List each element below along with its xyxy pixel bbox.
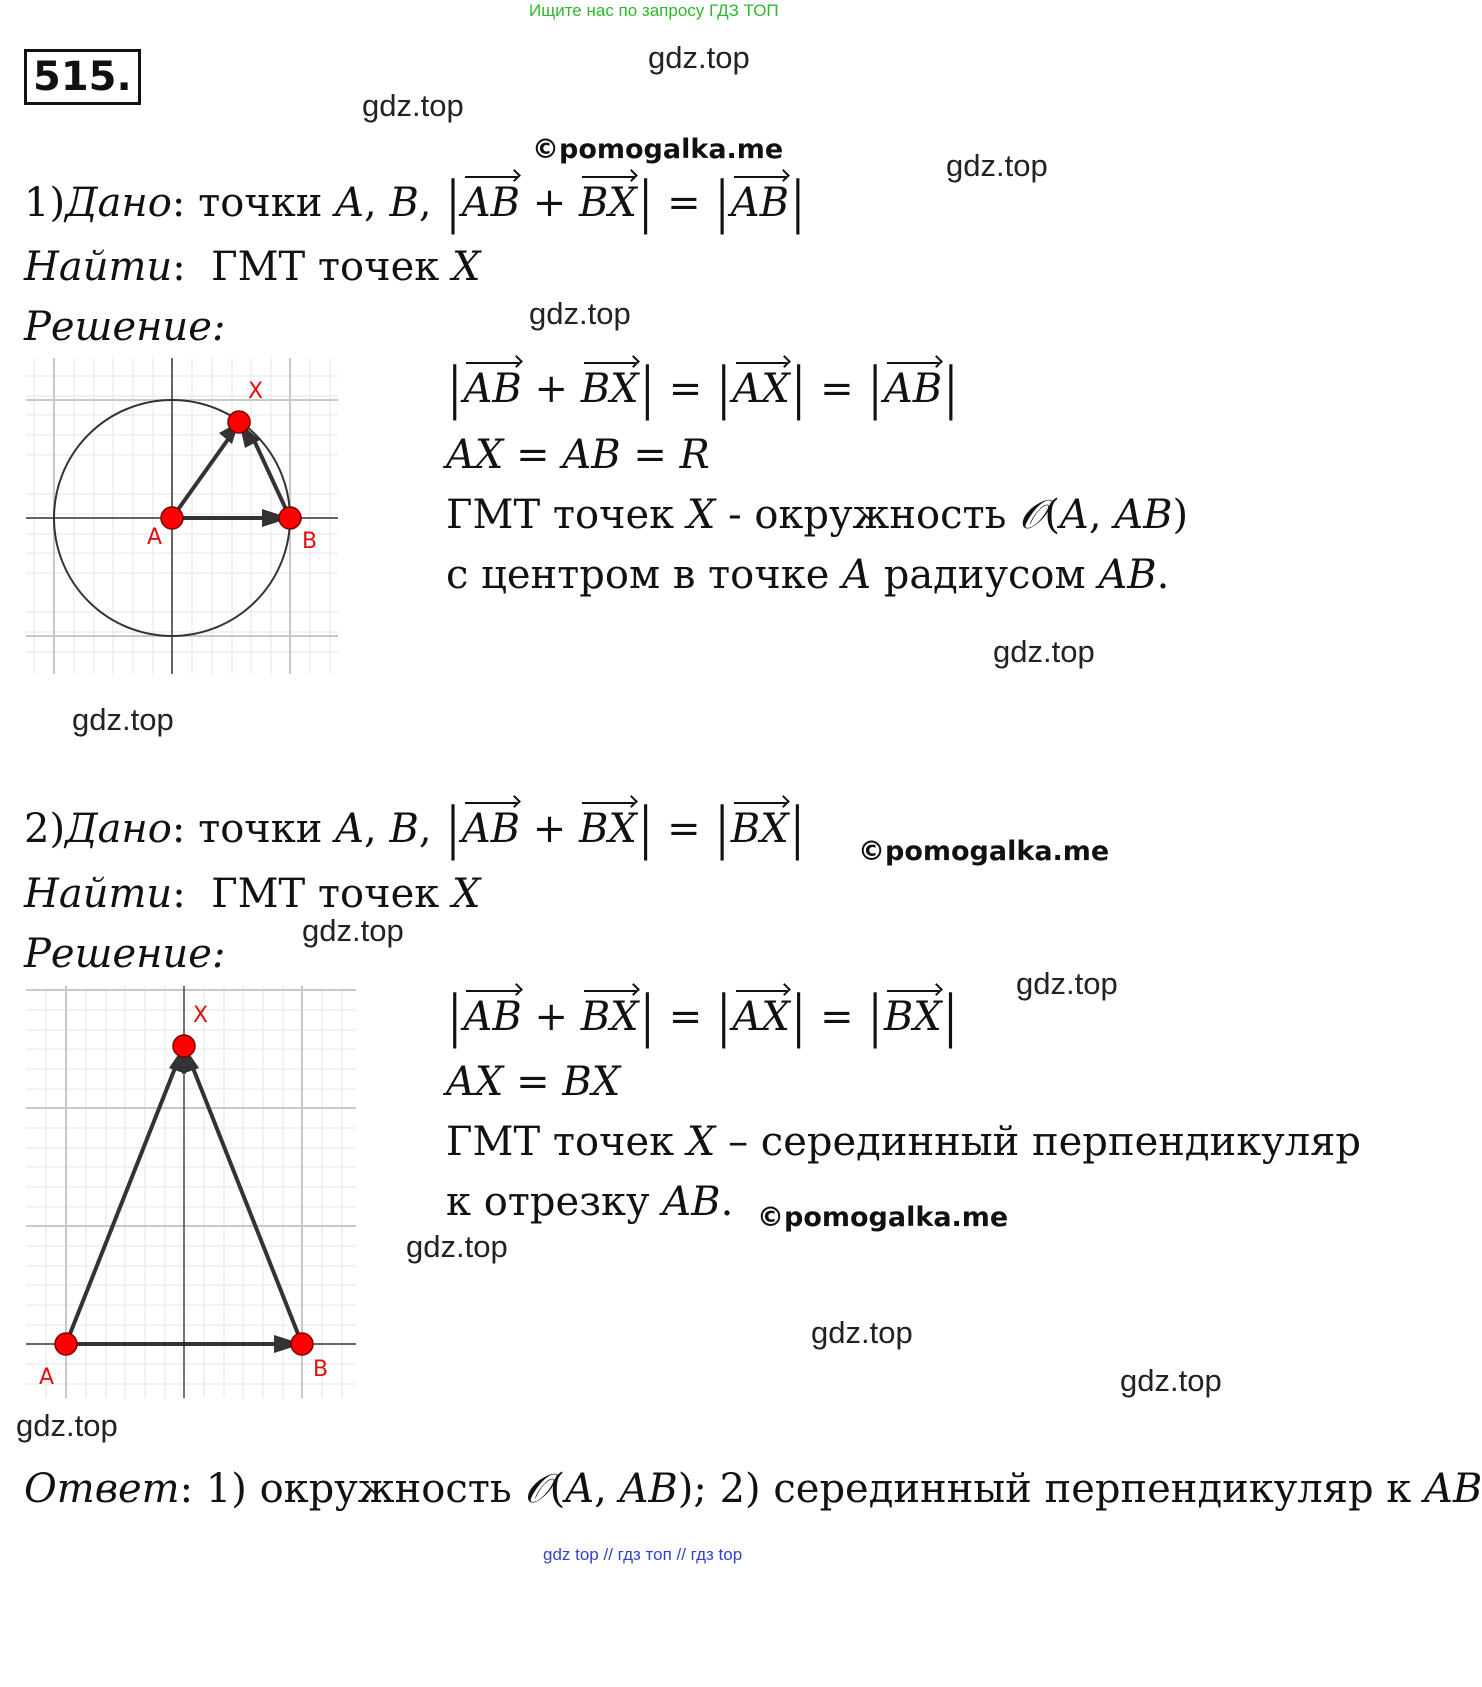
watermark-gdz: gdz.top: [648, 40, 750, 75]
part1-find-line: Найти: ГМТ точек X: [24, 244, 481, 290]
part1-solution-line3: ГМТ точек X - окружность 𝒪(A, AB): [446, 492, 1189, 538]
label-b: B: [302, 529, 318, 554]
watermark-pomogalka: ©pomogalka.me: [858, 836, 1110, 867]
vector-ax: [172, 438, 229, 518]
part2-solution-line3: ГМТ точек X – серединный перпендикуляр: [446, 1119, 1361, 1165]
watermark-gdz: gdz.top: [1120, 1363, 1222, 1398]
part2-solution-line1: |AB + BX| = |AX| = |BX|: [448, 984, 958, 1050]
watermark-gdz: gdz.top: [1016, 966, 1118, 1001]
part1-solution-line1: |AB + BX| = |AX| = |AB|: [448, 356, 958, 422]
point-a: [161, 507, 183, 529]
watermark-gdz: gdz.top: [406, 1229, 508, 1264]
watermark-gdz: gdz.top: [72, 702, 174, 737]
label-x: X: [248, 379, 264, 404]
point-b: [279, 507, 301, 529]
watermark-gdz: gdz.top: [16, 1408, 118, 1443]
watermark-gdz: gdz.top: [811, 1315, 913, 1350]
watermark-gdz: gdz.top: [529, 296, 631, 331]
part1-diagram: [26, 358, 338, 674]
watermark-gdz: gdz.top: [362, 88, 464, 123]
label-a: A: [39, 1365, 55, 1390]
point-x: [173, 1035, 195, 1057]
part2-solution-line2: AX = BX: [446, 1059, 621, 1105]
part2-diagram: [26, 986, 356, 1398]
label-b: B: [313, 1357, 329, 1382]
part1-solution-label: Решение:: [24, 304, 226, 350]
footer-text: gdz top // гдз топ // гдз top: [543, 1545, 743, 1564]
part2-given-line: 2)Дано: точки A, B, |AB + BX| = |BX|: [24, 796, 805, 862]
part2-find-line: Найти: ГМТ точек X: [24, 871, 481, 917]
vector-ax: [66, 1063, 177, 1344]
label-x: X: [193, 1003, 209, 1028]
part2-solution-label: Решение:: [24, 931, 226, 977]
watermark-gdz: gdz.top: [993, 634, 1095, 669]
watermark-gdz: gdz.top: [302, 913, 404, 948]
point-x: [228, 411, 250, 433]
label-a: A: [147, 525, 163, 550]
answer-line: Ответ: 1) окружность 𝒪(A, AB); 2) серединный перпендикуляр к AB: [24, 1466, 1482, 1512]
watermark-gdz: gdz.top: [946, 148, 1048, 183]
part1-given-line: 1)Дано: точки A, B, |AB + BX| = |AB|: [24, 170, 805, 236]
header-search-hint: Ищите нас по запросу ГДЗ ТОП: [529, 1, 779, 20]
watermark-pomogalka: ©pomogalka.me: [532, 134, 784, 165]
part1-solution-line2: AX = AB = R: [446, 432, 710, 478]
point-b: [291, 1333, 313, 1355]
part2-solution-line4: к отрезку AB.: [446, 1179, 734, 1225]
vector-bx: [191, 1063, 302, 1344]
point-a: [55, 1333, 77, 1355]
problem-number: 515.: [24, 49, 141, 105]
part1-solution-line4: с центром в точке A радиусом AB.: [446, 552, 1170, 598]
watermark-pomogalka: ©pomogalka.me: [757, 1202, 1009, 1233]
